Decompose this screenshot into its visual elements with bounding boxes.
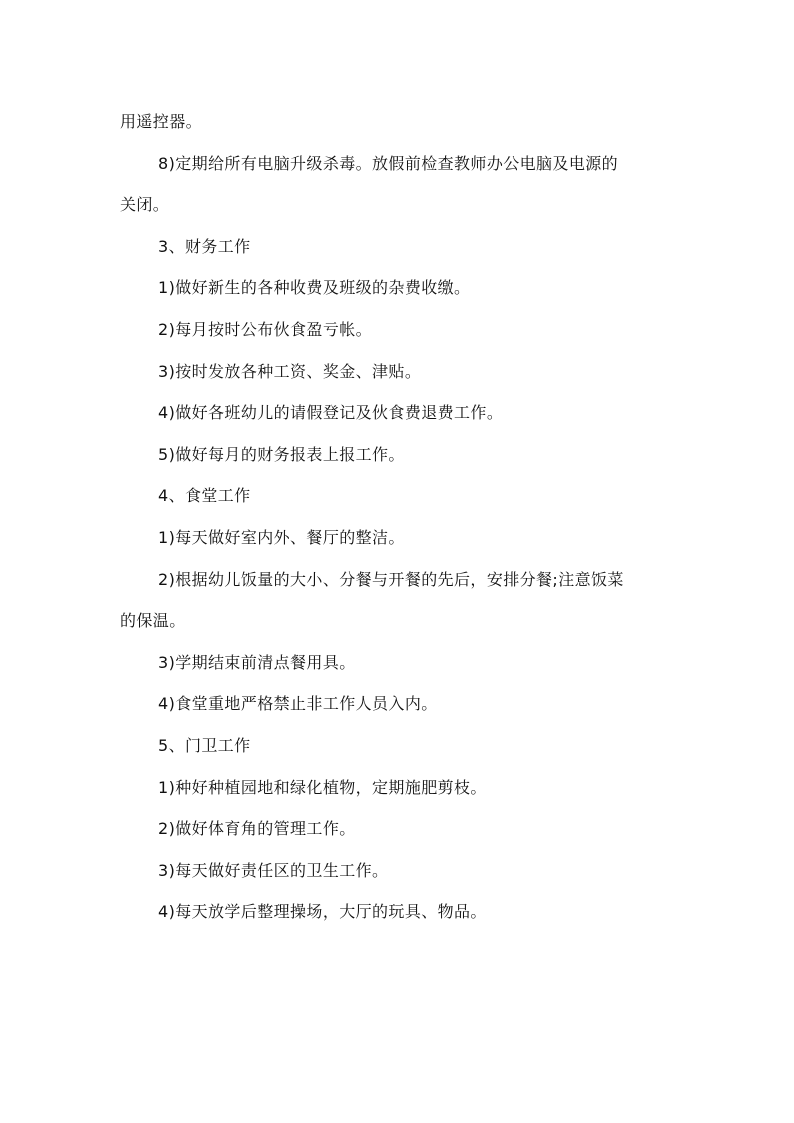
- document-body: [120, 101, 680, 933]
- list-item: 1)种好种植园地和绿化植物，定期施肥剪枝。: [158, 777, 487, 797]
- list-item: 4)每天放学后整理操场，大厅的玩具、物品。: [158, 902, 487, 922]
- list-item: 3)每天做好责任区的卫生工作。: [158, 860, 389, 880]
- paragraph-line: 关闭。: [120, 195, 170, 215]
- paragraph-line: 的保温。: [120, 611, 186, 631]
- section-heading-finance: 3、财务工作: [158, 236, 251, 256]
- section-heading-canteen: 4、食堂工作: [158, 486, 251, 506]
- list-item: 1)做好新生的各种收费及班级的杂费收缴。: [158, 278, 471, 298]
- list-item: 3)按时发放各种工资、奖金、津贴。: [158, 361, 422, 381]
- list-item-computer-maintenance: 8)定期给所有电脑升级杀毒。放假前检查教师办公电脑及电源的: [158, 153, 619, 173]
- list-item: 4)做好各班幼儿的请假登记及伙食费退费工作。: [158, 403, 504, 423]
- list-item: 1)每天做好室内外、餐厅的整洁。: [158, 527, 405, 547]
- list-item: 2)根据幼儿饭量的大小、分餐与开餐的先后，安排分餐;注意饭菜: [158, 569, 624, 589]
- list-item: 4)食堂重地严格禁止非工作人员入内。: [158, 694, 438, 714]
- section-heading-gatekeeper: 5、门卫工作: [158, 735, 251, 755]
- list-item: 5)做好每月的财务报表上报工作。: [158, 444, 405, 464]
- paragraph-line: 用遥控器。: [120, 112, 203, 131]
- list-item: 2)做好体育角的管理工作。: [158, 819, 356, 839]
- list-item: 3)学期结束前清点餐用具。: [158, 652, 356, 672]
- list-item: 2)每月按时公布伙食盈亏帐。: [158, 319, 373, 339]
